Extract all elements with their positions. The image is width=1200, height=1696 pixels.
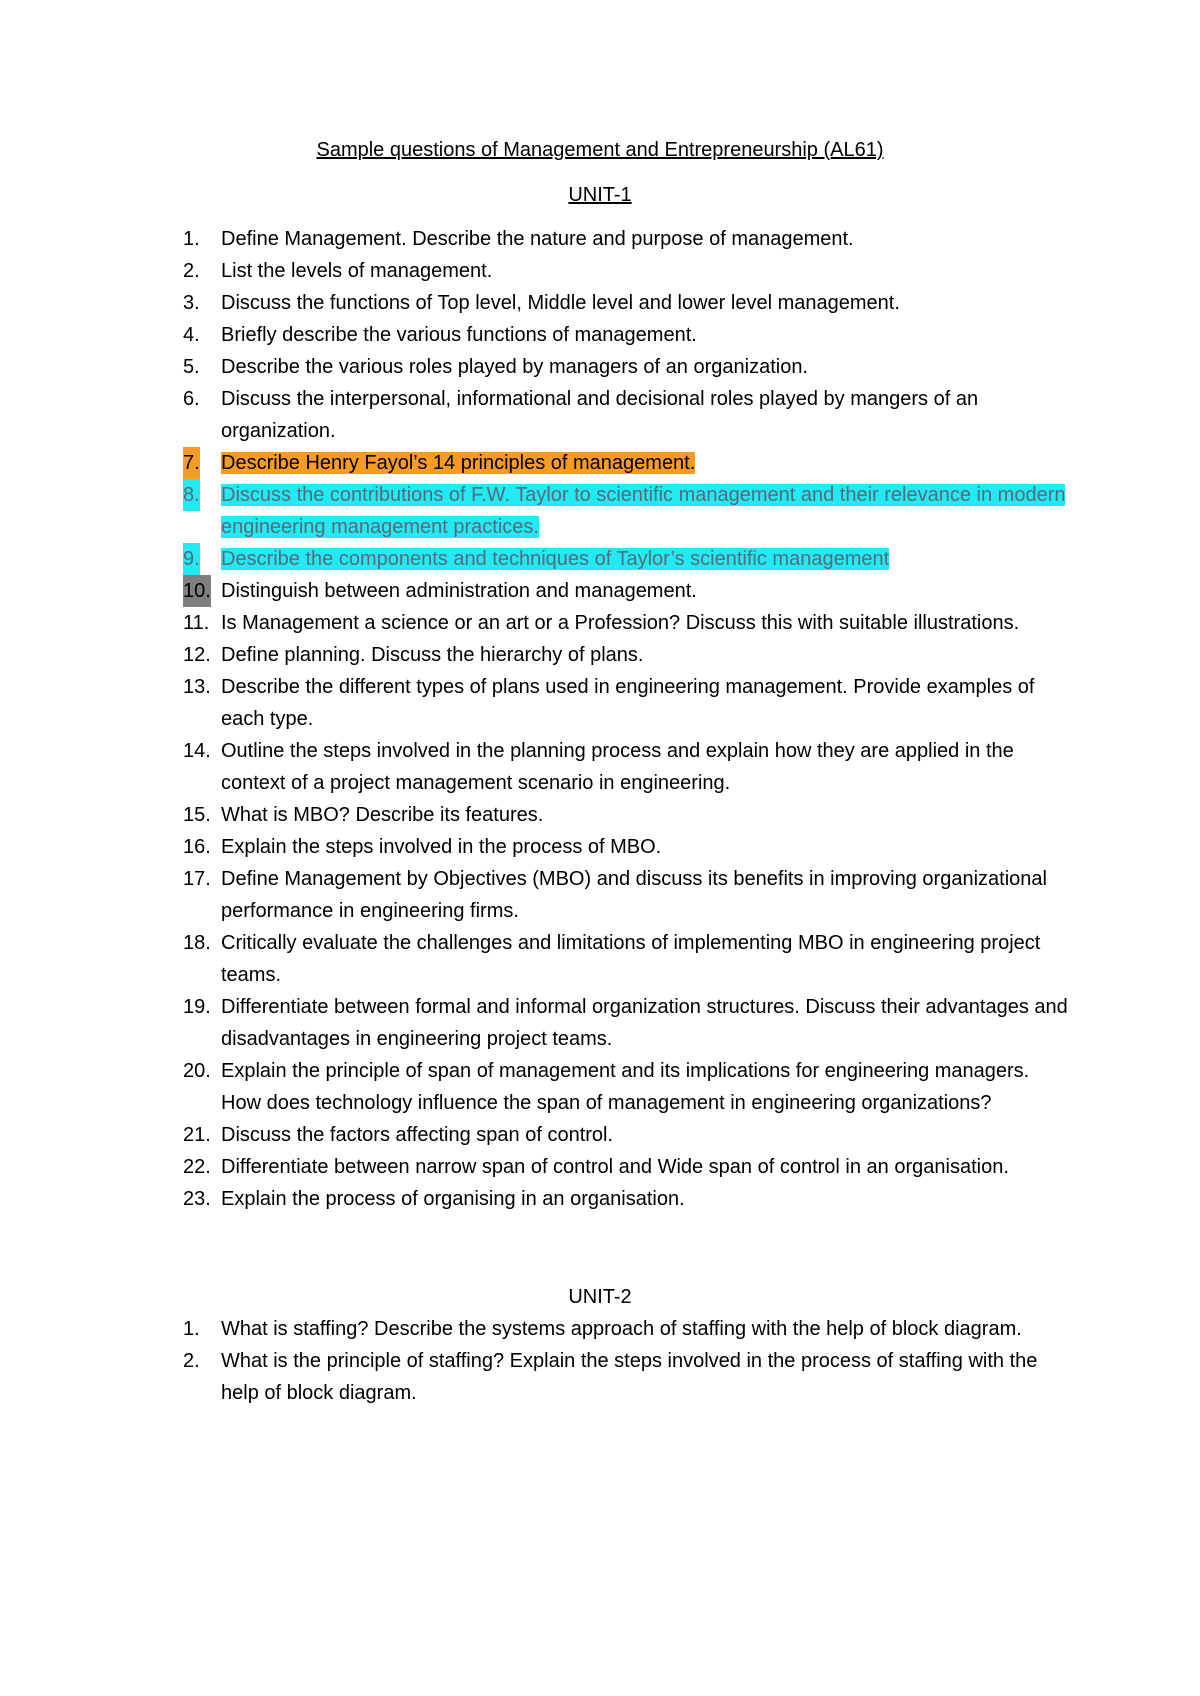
question-number: 12. [183, 644, 211, 666]
question-text: Describe the components and techniques of Taylor’s scientific management [221, 548, 890, 570]
question-number: 19. [183, 996, 211, 1018]
unit-2-question-list [0, 1313, 1071, 1409]
question-number: 17. [183, 868, 211, 890]
question-item [0, 991, 1071, 1055]
question-item [0, 1345, 1071, 1409]
question-number: 7. [183, 447, 200, 479]
question-text: Differentiate between formal and informal organization structures. Discuss their advantages and disadvantages in engineering project teams. [221, 996, 1068, 1050]
question-text: Discuss the factors affecting span of control. [221, 1124, 614, 1146]
question-text: Discuss the contributions of F.W. Taylor to scientific management and their relevance in modern engineering management practices. [221, 484, 1066, 538]
question-number: 21. [183, 1124, 211, 1146]
question-text: Differentiate between narrow span of control and Wide span of control in an organisation. [221, 1156, 1009, 1178]
question-item [0, 799, 1071, 831]
question-item [0, 1055, 1071, 1119]
question-number: 9. [183, 543, 200, 575]
question-text: Define Management. Describe the nature and purpose of management. [221, 228, 854, 250]
question-text: What is staffing? Describe the systems approach of staffing with the help of block diagram. [221, 1318, 1022, 1340]
question-text: Briefly describe the various functions of management. [221, 324, 697, 346]
question-number: 18. [183, 932, 211, 954]
question-item [0, 351, 1071, 383]
question-number: 10. [183, 575, 211, 607]
question-text: Is Management a science or an art or a Profession? Discuss this with suitable illustrations. [221, 612, 1020, 634]
question-number: 8. [183, 479, 200, 511]
question-text: Discuss the interpersonal, informational and decisional roles played by mangers of an organization. [221, 388, 979, 442]
question-item [0, 319, 1071, 351]
question-item [0, 927, 1071, 991]
question-text: Define planning. Discuss the hierarchy of plans. [221, 644, 644, 666]
question-number: 11. [183, 612, 210, 634]
question-number: 22. [183, 1156, 211, 1178]
question-text: Describe the various roles played by managers of an organization. [221, 356, 808, 378]
question-number: 4. [183, 324, 200, 346]
question-text: Explain the process of organising in an organisation. [221, 1188, 685, 1210]
question-number: 20. [183, 1060, 211, 1082]
question-text: Distinguish between administration and management. [221, 580, 697, 602]
question-item [0, 287, 1071, 319]
question-item [0, 831, 1071, 863]
question-item [0, 383, 1071, 447]
question-item [0, 1119, 1071, 1151]
question-item [0, 223, 1071, 255]
question-text: Describe Henry Fayol’s 14 principles of management. [221, 452, 696, 474]
question-text: Outline the steps involved in the planning process and explain how they are applied in the context of a project management scenario in engineering. [221, 740, 1014, 794]
question-number: 3. [183, 292, 200, 314]
question-item [0, 863, 1071, 927]
question-number: 14. [183, 740, 211, 762]
question-text: Explain the principle of span of management and its implications for engineering managers. How does technology influence the span of management in engineering organizations? [221, 1060, 1030, 1114]
unit-2-heading: UNIT-2 [568, 1286, 632, 1308]
question-item [0, 1151, 1071, 1183]
unit-1-question-list [0, 223, 1071, 1215]
question-text: Define Management by Objectives (MBO) and discuss its benefits in improving organizational performance in engineering firms. [221, 868, 1047, 922]
question-text: List the levels of management. [221, 260, 493, 282]
question-number: 2. [183, 260, 200, 282]
question-number: 1. [183, 1318, 200, 1340]
question-text: What is MBO? Describe its features. [221, 804, 544, 826]
question-item [0, 479, 1071, 543]
question-number: 6. [183, 388, 200, 410]
question-text: Explain the steps involved in the process of MBO. [221, 836, 662, 858]
question-item [0, 575, 1071, 607]
question-number: 2. [183, 1350, 200, 1372]
question-item [0, 447, 1071, 479]
question-item [0, 255, 1071, 287]
question-item [0, 607, 1071, 639]
question-number: 16. [183, 836, 211, 858]
question-item [0, 1313, 1071, 1345]
question-number: 23. [183, 1188, 211, 1210]
question-text: Discuss the functions of Top level, Middle level and lower level management. [221, 292, 900, 314]
question-item [0, 639, 1071, 671]
question-text: What is the principle of staffing? Explain the steps involved in the process of staffing with the help of block diagram. [221, 1350, 1038, 1404]
question-item [0, 1183, 1071, 1215]
question-item [0, 671, 1071, 735]
question-number: 13. [183, 676, 211, 698]
question-number: 5. [183, 356, 200, 378]
question-item [0, 735, 1071, 799]
question-text: Critically evaluate the challenges and limitations of implementing MBO in engineering project teams. [221, 932, 1041, 986]
document-title: Sample questions of Management and Entrepreneurship (AL61) [316, 139, 884, 161]
question-number: 15. [183, 804, 211, 826]
unit-1-heading: UNIT-1 [568, 184, 632, 206]
question-number: 1. [183, 228, 200, 250]
question-text: Describe the different types of plans used in engineering management. Provide examples of each type. [221, 676, 1035, 730]
question-item [0, 543, 1071, 575]
